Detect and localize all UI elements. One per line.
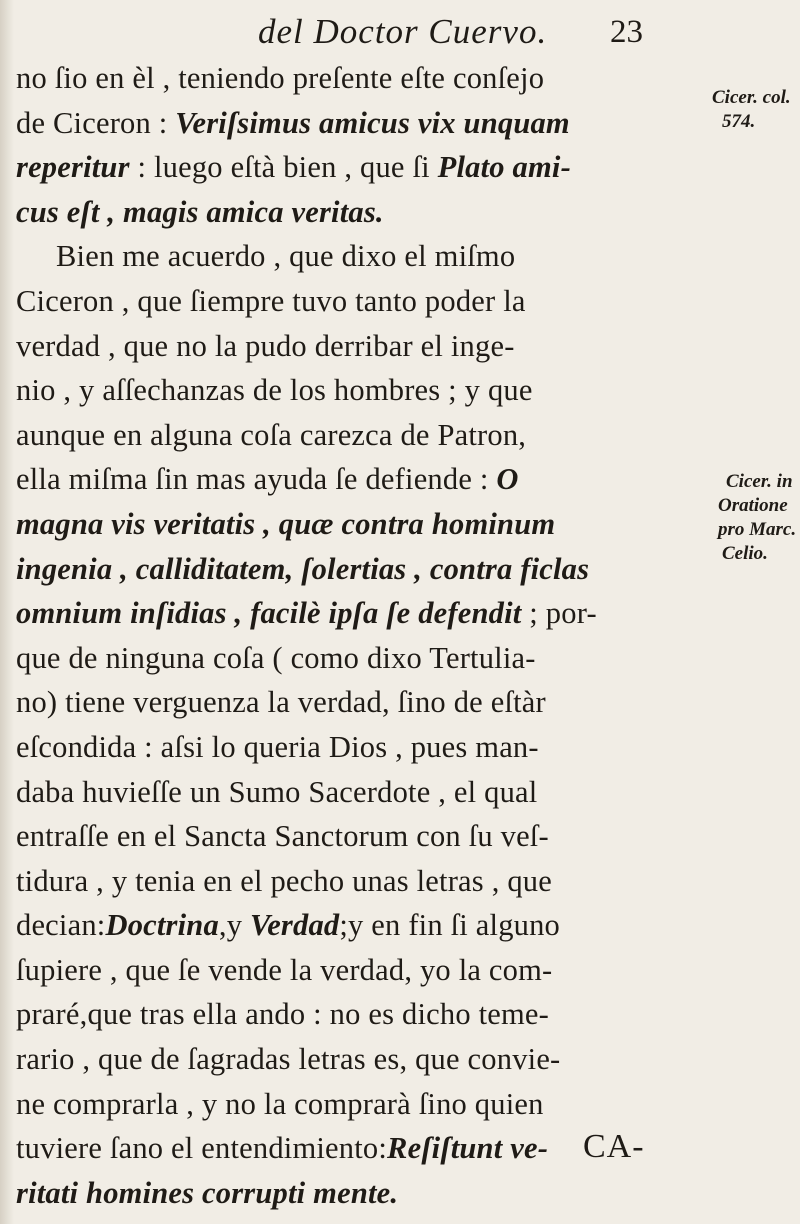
latin-quote: Veriſsimus amicus vix unquam [175, 105, 570, 140]
text-segment: Ciceron , que ſiempre tuvo tanto poder la [16, 283, 526, 318]
text-line [16, 1037, 736, 1082]
text-segment: que de ninguna coſa ( como dixo Tertulia- [16, 640, 536, 675]
text-line [16, 547, 736, 592]
text-line [16, 948, 736, 993]
text-line [16, 1171, 736, 1216]
margin-note-cicero-oratione [718, 470, 796, 566]
margin-note-line: Cicer. in [726, 471, 793, 492]
text-line [16, 234, 736, 279]
text-segment: ella miſma ſin mas ayuda ſe defiende : [16, 462, 497, 497]
text-line [16, 502, 736, 547]
text-segment: ; por- [521, 596, 597, 631]
latin-quote: ritati homines corrupti mente. [16, 1175, 399, 1210]
margin-note-line: pro Marc. [718, 519, 797, 540]
text-segment: Bien me acuerdo , que dixo el miſmo [56, 239, 516, 274]
text-line [16, 324, 736, 369]
text-line [16, 279, 736, 324]
latin-quote: Reſiſtunt ve- [387, 1131, 549, 1166]
text-segment: rario , que de ſagradas letras es, que convie- [16, 1042, 561, 1077]
text-segment: ne comprarla , y no la comprarà ſino quien [16, 1086, 544, 1121]
text-segment: ſupiere , que ſe vende la verdad, yo la com- [16, 952, 553, 987]
text-segment: daba huvieſſe un Sumo Sacerdote , el qual [16, 774, 538, 809]
gutter-shadow [0, 0, 14, 1224]
text-segment: tidura , y tenia en el pecho unas letras , que [16, 863, 552, 898]
text-segment: no ſio en èl , teniendo preſente eſte conſejo [16, 61, 545, 95]
text-line [16, 413, 736, 458]
latin-quote: O [496, 462, 519, 497]
text-segment: de Ciceron : [16, 105, 176, 140]
margin-note-line: Celio. [722, 543, 768, 564]
text-segment: eſcondida : aſsi lo queria Dios , pues man- [16, 729, 539, 764]
text-segment: no) tiene verguenza la verdad, ſino de eſtàr [16, 685, 546, 720]
text-segment: ,y [218, 908, 251, 943]
text-line [16, 56, 736, 101]
text-line [16, 725, 736, 770]
text-segment: entraſſe en el Sancta Sanctorum con ſu veſ- [16, 819, 549, 854]
margin-note-line: Oratione [718, 495, 788, 516]
text-segment: nio , y aſſechanzas de los hombres ; y que [16, 373, 533, 408]
text-line [16, 591, 736, 636]
text-line [16, 1082, 736, 1127]
text-line [16, 859, 736, 904]
latin-quote: cus eſt , magis amica veritas. [16, 194, 384, 229]
latin-quote: Verdad [250, 908, 340, 943]
text-line [16, 992, 736, 1037]
margin-note-line: 574. [722, 111, 756, 132]
running-title: del Doctor Cuervo. [258, 12, 548, 51]
margin-note-line: Cicer. col. [712, 87, 791, 108]
text-line [16, 680, 736, 725]
running-head [0, 10, 800, 58]
page-number: 23 [610, 14, 643, 50]
latin-quote: Doctrina [105, 908, 219, 943]
text-segment: ;y en fin ſi alguno [339, 908, 561, 943]
latin-quote: Plato ami- [437, 150, 571, 185]
body-text [16, 56, 736, 1215]
latin-quote: magna vis veritatis , quæ contra hominum [16, 506, 556, 541]
text-line [16, 190, 736, 235]
text-line [16, 903, 736, 948]
margin-note-cicero-col [712, 86, 791, 134]
text-segment: tuviere ſano el entendimiento: [16, 1131, 388, 1166]
text-segment: praré,que tras ella ando : no es dicho teme- [16, 997, 550, 1032]
text-line [16, 814, 736, 859]
text-line [16, 368, 736, 413]
text-segment: aunque en alguna coſa carezca de Patron, [16, 417, 527, 452]
text-line [16, 101, 736, 146]
latin-quote: ingenia , calliditatem, ſolertias , contra ficlas [16, 551, 590, 586]
text-line [16, 636, 736, 681]
text-line [16, 145, 736, 190]
catchword: CA- [583, 1128, 645, 1165]
text-segment: decian: [16, 908, 106, 943]
text-line [16, 457, 736, 502]
text-line [16, 770, 736, 815]
latin-quote: omnium inſidias , facilè ipſa ſe defendit [16, 596, 522, 631]
latin-quote: reperitur [16, 150, 130, 185]
text-segment: : luego eſtà bien , que ſi [129, 150, 438, 185]
text-segment: verdad , que no la pudo derribar el inge- [16, 328, 515, 363]
